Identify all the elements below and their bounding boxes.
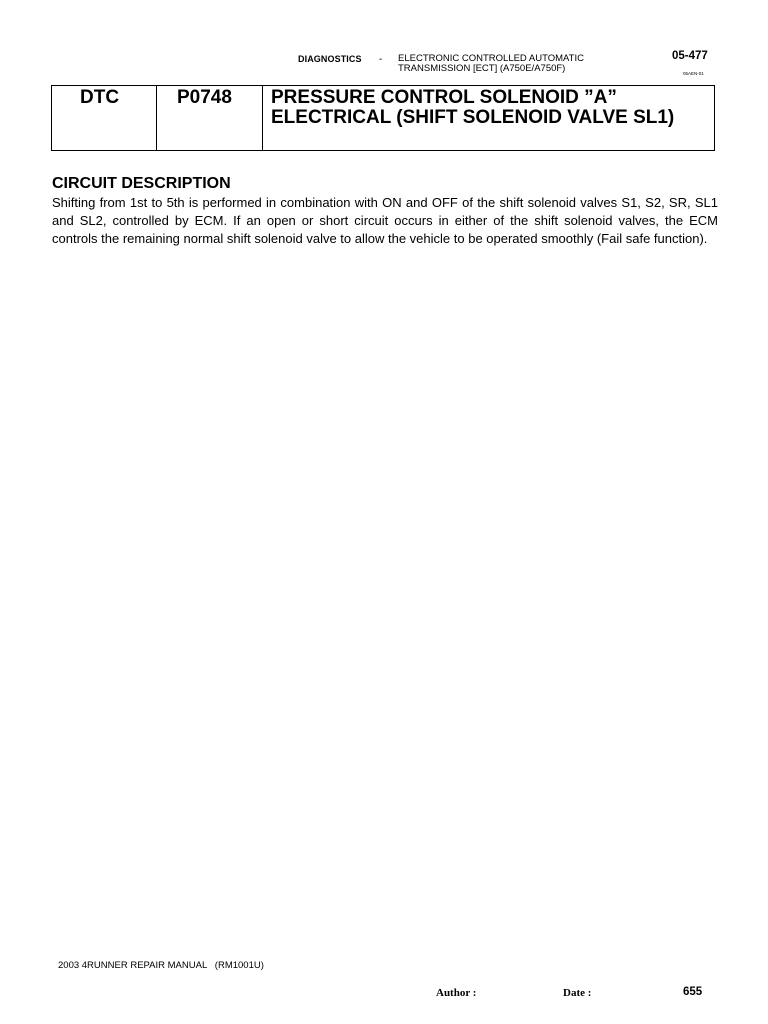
footer-date-label: Date : bbox=[563, 987, 592, 999]
header-section-label: DIAGNOSTICS bbox=[298, 54, 362, 64]
dtc-label: DTC bbox=[80, 87, 120, 108]
dtc-code: P0748 bbox=[177, 87, 232, 108]
header-doc-code: 05AEN-01 bbox=[683, 71, 704, 76]
footer-page-number: 655 bbox=[683, 986, 703, 998]
section-heading: CIRCUIT DESCRIPTION bbox=[52, 175, 231, 192]
footer-manual-title: 2003 4RUNNER REPAIR MANUAL (RM1001U) bbox=[58, 960, 264, 971]
footer-author-label: Author : bbox=[436, 987, 477, 999]
header-page-number: 05-477 bbox=[672, 50, 708, 62]
section-body-text: Shifting from 1st to 5th is performed in combination with ON and OFF of the shift solenoid valves S1, S2, SR, SL1 and SL2, controlled by ECM. If an open or short circuit occurs in either of the shift solenoid valves, the ECM controls the remaining normal shift solenoid valve to allow the vehicle to be operated smoothly (Fail safe function). bbox=[52, 195, 718, 246]
dtc-title-box bbox=[51, 85, 715, 151]
dtc-box-divider bbox=[156, 86, 157, 150]
dtc-box-divider bbox=[262, 86, 263, 150]
header-title bbox=[398, 54, 658, 74]
dtc-title: PRESSURE CONTROL SOLENOID ”A” ELECTRICAL (SHIFT SOLENOID VALVE SL1) bbox=[271, 87, 675, 128]
header-separator: - bbox=[379, 54, 383, 65]
header-title-line-1: ELECTRONIC CONTROLLED AUTOMATIC bbox=[398, 53, 584, 64]
header-title-line-2: TRANSMISSION [ECT] (A750E/A750F) bbox=[398, 63, 566, 74]
